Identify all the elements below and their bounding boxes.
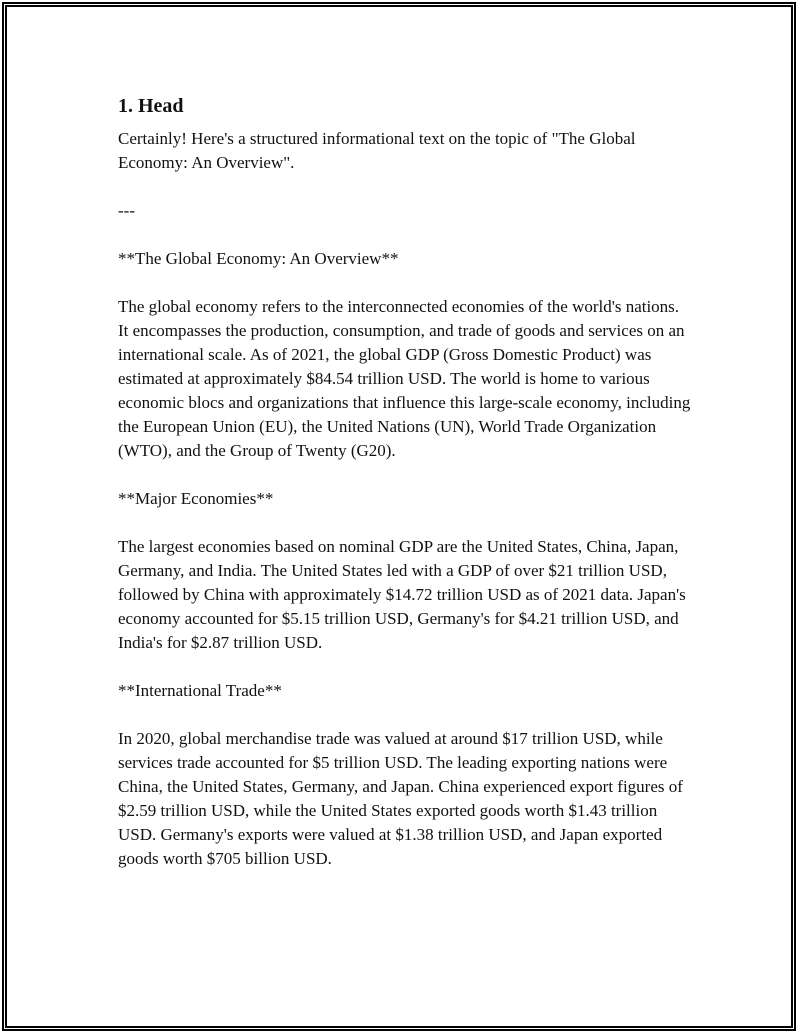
section-heading: 1. Head bbox=[118, 95, 184, 117]
international-trade-paragraph: In 2020, global merchandise trade was valued at around $17 trillion USD, while services trade accounted for $5 trillion USD. The leading exporting nations were China, the United States, Germany, and Japan. China experienced export figures of $2.59 trillion USD, while the United States exported goods worth $1.43 trillion USD. Germany's exports were valued at $1.38 trillion USD, and Japan exported goods worth $705 billion USD. bbox=[118, 729, 683, 868]
international-trade-heading: **International Trade** bbox=[118, 681, 282, 700]
document-body bbox=[118, 93, 693, 895]
overview-paragraph: The global economy refers to the interconnected economies of the world's nations. It encompasses the production, consumption, and trade of goods and services on an international scale. As of 2021, the global GDP (Gross Domestic Product) was estimated at approximately $84.54 trillion USD. The world is home to various economic blocs and organizations that influence this large-scale economy, including the European Union (EU), the United Nations (UN), World Trade Organization (WTO), and the Group of Twenty (G20). bbox=[118, 297, 691, 460]
intro-paragraph: Certainly! Here's a structured informational text on the topic of "The Global Economy: An Overview". bbox=[118, 129, 636, 172]
title-line: **The Global Economy: An Overview** bbox=[118, 249, 399, 268]
separator-line: --- bbox=[118, 201, 135, 220]
major-economies-paragraph: The largest economies based on nominal GDP are the United States, China, Japan, Germany, and India. The United States led with a GDP of over $21 trillion USD, followed by China with approximately $14.72 trillion USD as of 2021 data. Japan's economy accounted for $5.15 trillion USD, Germany's for $4.21 trillion USD, and India's for $2.87 trillion USD. bbox=[118, 537, 686, 652]
major-economies-heading: **Major Economies** bbox=[118, 489, 274, 508]
